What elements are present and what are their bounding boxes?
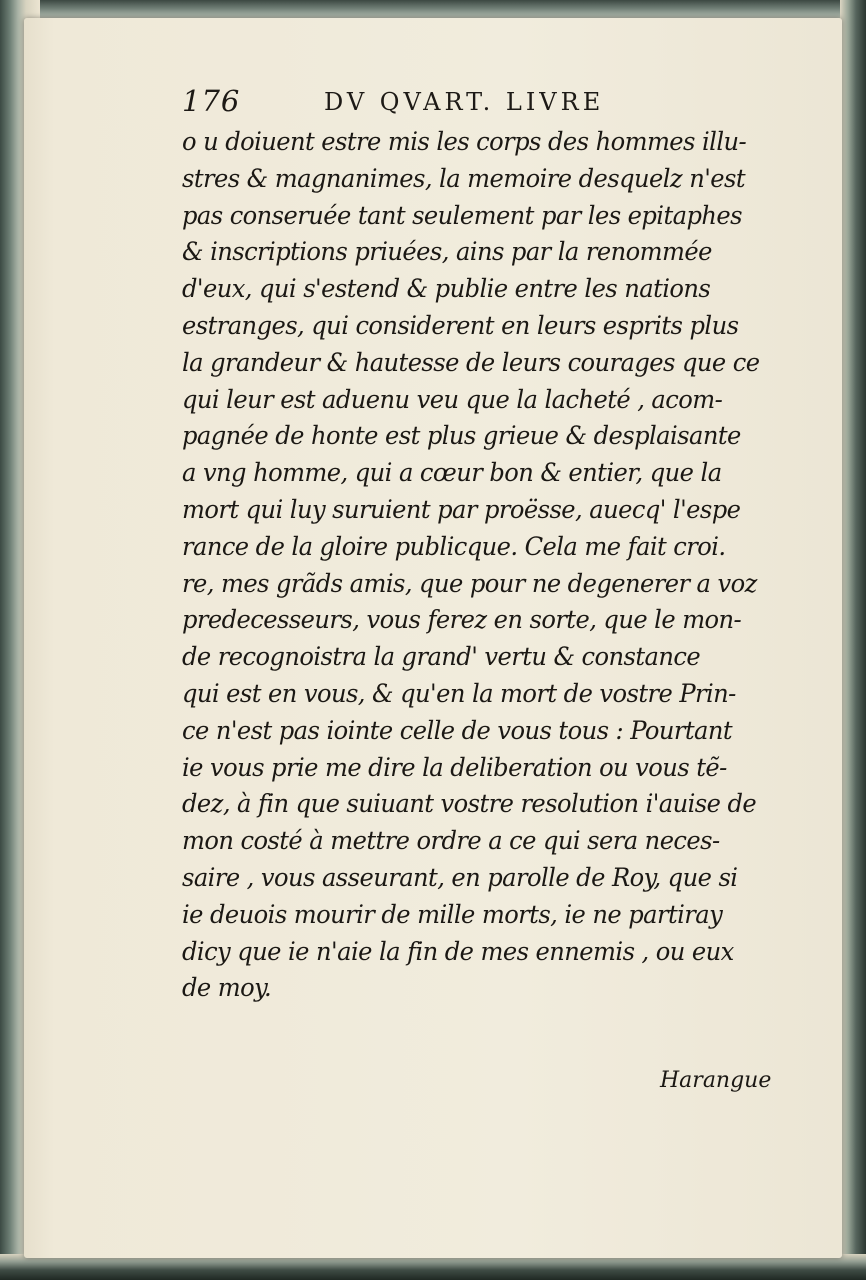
text-line: de moy. [182, 973, 272, 1003]
text-line: pagnée de honte est plus grieue & desplaisante [182, 421, 741, 451]
book-right-edge [840, 0, 866, 1280]
text-line: rance de la gloire publicque. Cela me fait croi. [182, 531, 726, 561]
text-line: pas conseruée tant seulement par les epitaphes [182, 200, 742, 230]
page-header [182, 84, 702, 124]
text-line: ce n'est pas iointe celle de vous tous : Pourtant [182, 715, 733, 745]
text-line: dicy que ie n'aie la fin de mes ennemis , ou eux [182, 936, 734, 966]
page-number: 176 [182, 84, 241, 118]
text-line: qui leur est aduenu veu que la lacheté , acom- [182, 384, 723, 414]
text-line: & inscriptions priuées, ains par la renommée [182, 237, 712, 267]
text-line: qui est en vous, & qu'en la mort de vostre Prin- [182, 678, 736, 708]
text-line: stres & magnanimes, la memoire desquelz n'est [182, 163, 746, 193]
text-line: estranges, qui considerent en leurs esprits plus [182, 310, 739, 340]
text-line: d'eux, qui s'estend & publie entre les nations [182, 274, 711, 304]
running-head: DV QVART. LIVRE [324, 88, 605, 116]
text-line: mort qui luy suruient par proësse, auecq' l'espe [182, 494, 741, 524]
text-line: predecesseurs, vous ferez en sorte, que le mon- [182, 605, 742, 635]
text-line: mon costé à mettre ordre a ce qui sera neces- [182, 826, 720, 856]
body-text [182, 124, 802, 1007]
text-line: re, mes grãds amis, que pour ne degenerer a voz [182, 568, 757, 598]
text-line: ie vous prie me dire la deliberation ou vous tẽ- [182, 752, 727, 782]
text-line: saire , vous asseurant, en parolle de Roy, que si [182, 862, 738, 892]
text-line: de recognoistra la grand' vertu & constance [182, 642, 701, 672]
text-line: a vng homme, qui a cœur bon & entier, que la [182, 458, 722, 488]
catchword: Harangue [660, 1068, 772, 1093]
text-line: ie deuois mourir de mille morts, ie ne partiray [182, 899, 723, 929]
text-line: o u doiuent estre mis les corps des hommes illu- [182, 127, 747, 156]
text-line: dez, à fin que suiuant vostre resolution i'auise de [182, 789, 757, 819]
text-line: la grandeur & hautesse de leurs courages que ce [182, 347, 760, 377]
